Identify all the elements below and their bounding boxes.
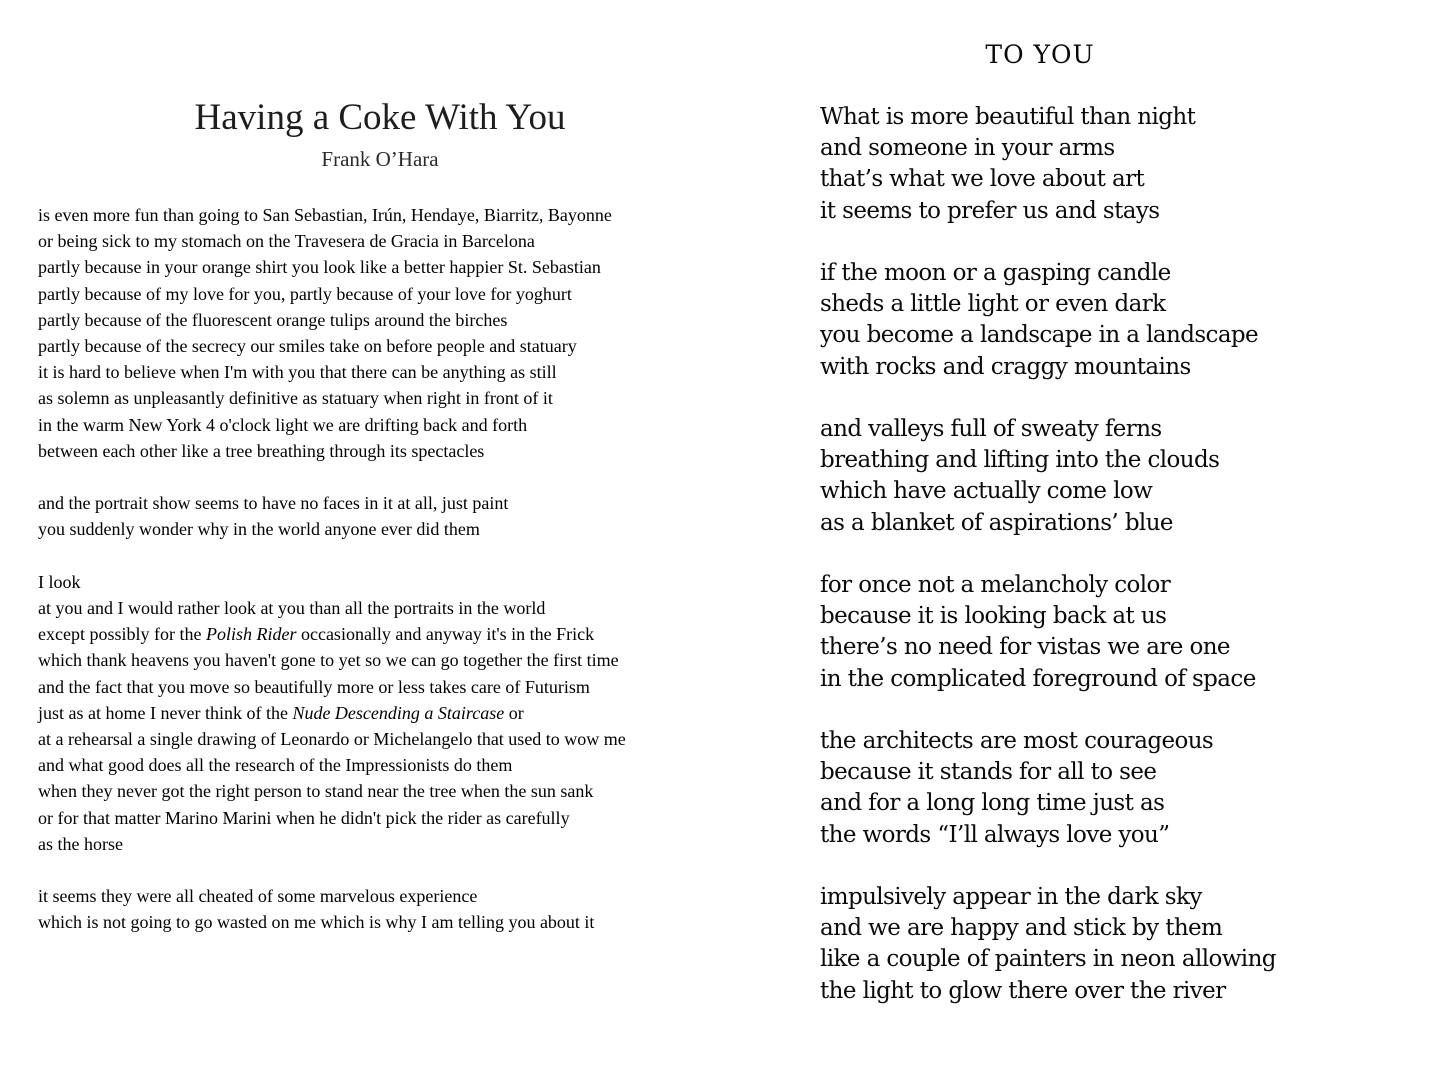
right-poem-stanza	[820, 258, 1420, 383]
line-text: or	[504, 702, 524, 723]
poem-line: sheds a little light or even dark	[820, 291, 1166, 318]
poem-line: when they never got the right person to stand near the tree when the sun sank	[38, 781, 594, 802]
poem-line: which is not going to go wasted on me which is why I am telling you about it	[38, 912, 595, 933]
left-poem-stanza	[38, 490, 748, 542]
left-poem-stanza	[38, 569, 748, 857]
poem-line: partly because in your orange shirt you look like a better happier St. Sebastian	[38, 257, 601, 278]
poem-line: which thank heavens you haven't gone to yet so we can go together the first time	[38, 650, 619, 671]
poem-line: you become a landscape in a landscape	[820, 322, 1259, 349]
right-poem-stanza	[820, 102, 1420, 227]
poem-line: partly because of the secrecy our smiles take on before people and statuary	[38, 336, 577, 357]
right-poem-stanza	[820, 570, 1420, 695]
poem-line: it seems they were all cheated of some marvelous experience	[38, 886, 478, 907]
poem-line: is even more fun than going to San Sebastian, Irún, Hendaye, Biarritz, Bayonne	[38, 205, 612, 225]
poem-line: that’s what we love about art	[820, 166, 1145, 193]
poem-line: between each other like a tree breathing through its spectacles	[38, 440, 485, 461]
poem-line: at a rehearsal a single drawing of Leonardo or Michelangelo that used to wow me	[38, 729, 626, 750]
artwork-title-italic: Polish Rider	[205, 624, 297, 645]
right-poem-body	[820, 102, 1420, 1038]
poem-line: at you and I would rather look at you than all the portraits in the world	[38, 598, 546, 619]
left-poem-body	[38, 202, 748, 962]
left-poem-stanza	[38, 202, 748, 464]
poem-line: as a blanket of aspirations’ blue	[820, 509, 1173, 536]
poem-line: if the moon or a gasping candle	[820, 260, 1171, 286]
poem-line: like a couple of painters in neon allowing	[820, 946, 1276, 973]
poem-line: I look	[38, 571, 81, 592]
poem-line: or being sick to my stomach on the Travesera de Gracia in Barcelona	[38, 231, 535, 252]
poem-line: for once not a melancholy color	[820, 572, 1171, 598]
poem-line: because it is looking back at us	[820, 603, 1167, 630]
poem-line	[38, 621, 748, 647]
left-poem-author: Frank O’Hara	[321, 147, 439, 171]
poem-line: the light to glow there over the river	[820, 977, 1226, 1004]
poem-line: and valleys full of sweaty ferns	[820, 416, 1162, 442]
poem-line: and we are happy and stick by them	[820, 915, 1223, 942]
poem-line: in the complicated foreground of space	[820, 665, 1256, 692]
right-poem-title: TO YOU	[985, 40, 1095, 69]
line-text: occasionally and anyway it's in the Frick	[296, 624, 595, 645]
line-text: except possibly for the	[38, 624, 206, 645]
poem-line: as the horse	[38, 833, 123, 854]
poem-line: and the portrait show seems to have no faces in it at all, just paint	[38, 493, 509, 514]
poem-line: there’s no need for vistas we are one	[820, 634, 1230, 661]
poem-line: What is more beautiful than night	[820, 104, 1196, 130]
poem-line: the words “I’ll always love you”	[820, 821, 1170, 848]
poem-line: and what good does all the research of the Impressionists do them	[38, 755, 513, 776]
poem-line: breathing and lifting into the clouds	[820, 447, 1220, 474]
right-poem-stanza	[820, 726, 1420, 851]
poem-line: partly because of my love for you, partly because of your love for yoghurt	[38, 283, 572, 304]
left-poem-title: Having a Coke With You	[194, 97, 566, 138]
artwork-title-italic: Nude Descending a Staircase	[292, 702, 505, 723]
poem-line: impulsively appear in the dark sky	[820, 884, 1202, 910]
poem-line: it is hard to believe when I'm with you that there can be anything as still	[38, 362, 557, 383]
poem-line: and the fact that you move so beautifully more or less takes care of Futurism	[38, 676, 590, 697]
poem-line: or for that matter Marino Marini when he didn't pick the rider as carefully	[38, 807, 570, 828]
poem-line: which have actually come low	[820, 478, 1153, 505]
line-text: just as at home I never think of the	[38, 702, 293, 723]
poem-line: the architects are most courageous	[820, 728, 1214, 754]
right-poem-stanza	[820, 882, 1420, 1007]
poem-line: and for a long long time just as	[820, 790, 1165, 817]
poem-line: partly because of the fluorescent orange tulips around the birches	[38, 309, 508, 330]
poem-line: as solemn as unpleasantly definitive as statuary when right in front of it	[38, 388, 553, 409]
poem-line: with rocks and craggy mountains	[820, 353, 1191, 380]
poem-line: and someone in your arms	[820, 135, 1115, 162]
poem-line: you suddenly wonder why in the world anyone ever did them	[38, 519, 480, 540]
poem-line	[38, 700, 748, 726]
poem-line: in the warm New York 4 o'clock light we are drifting back and forth	[38, 414, 528, 435]
right-poem-stanza	[820, 414, 1420, 539]
poem-line: because it stands for all to see	[820, 759, 1157, 786]
poem-line: it seems to prefer us and stays	[820, 197, 1160, 224]
left-poem-stanza	[38, 883, 748, 935]
